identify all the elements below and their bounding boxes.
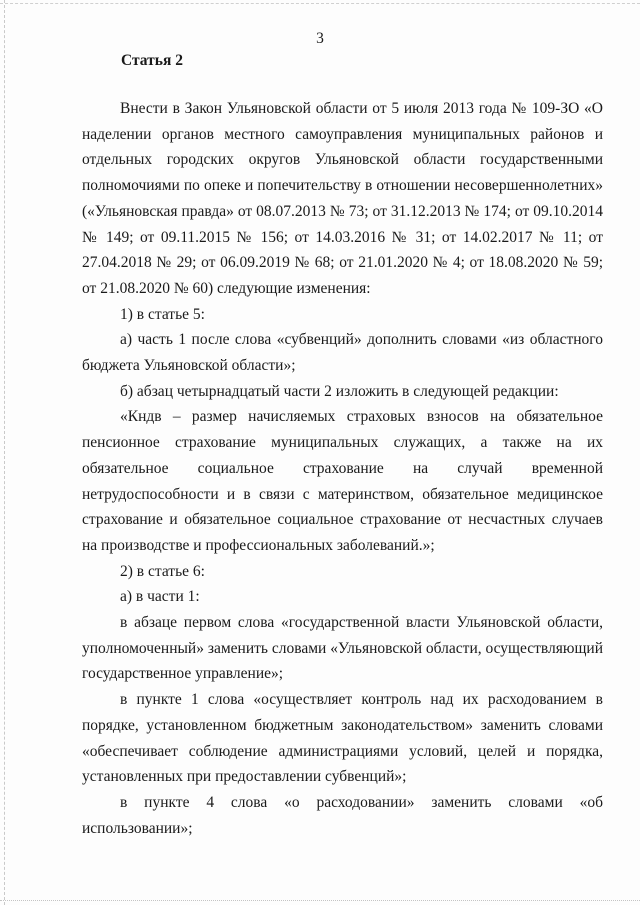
paragraph-first-abzac: в абзаце первом слова «государственной власти Ульяновской области, уполномоченный» заменить словами «Ульяновской области, осуществляющий государственное управление»; [82, 614, 603, 683]
paragraph-intro: Внести в Закон Ульяновской области от 5 июля 2013 года № 109-ЗО «О наделении органов местного самоуправления муниципальных районов и отдельных городских округов Ульяновской области государственными полномочиями по опеке и попечительству в отношении несовершеннолетних» («Ульяновская правда» от 08.07.2013 № 73; от 31.12.2013 № 174; от 09.10.2014 № 149; от 09.11.2015 № 156; от 14.03.2016 № 31; от 14.02.2017 № 11; от 27.04.2018 № 29; от 06.09.2019 № 68; от 21.01.2020 № 4; от 18.08.2020 № 59; от 21.08.2020 № 60) следующие изменения: [82, 100, 603, 297]
scan-edge-left [4, 0, 5, 905]
paragraph-item-1a: а) часть 1 после слова «субвенций» дополнить словами «из областного бюджета Ульяновской области»; [82, 331, 603, 375]
paragraph-item-1: 1) в статье 5: [120, 305, 205, 323]
paragraph-item-2a: а) в части 1: [120, 588, 200, 606]
scan-edge-bottom [0, 900, 640, 901]
paragraph-punkt-4: в пункте 4 слова «о расходовании» заменить словами «об использовании»; [82, 793, 603, 837]
paragraph-quote-kndv: «Кндв – размер начисляемых страховых взносов на обязательное пенсионное страхование муниципальных служащих, а также на их обязательное социальное страхование на случай временной нетрудоспособности и в связи с материнством, обязательное медицинское страхование и обязательное социальное страхование от несчастных случаев на производстве и профессиональных заболеваний.»; [82, 408, 603, 554]
paragraph-item-1b: б) абзац четырнадцатый части 2 изложить в следующей редакции: [120, 382, 559, 400]
article-title: Статья 2 [121, 52, 183, 69]
page-number: 3 [316, 30, 324, 47]
scan-edge-top [0, 3, 640, 4]
document-body [82, 96, 603, 841]
paragraph-item-2: 2) в статье 6: [120, 562, 205, 580]
paragraph-punkt-1: в пункте 1 слова «осуществляет контроль над их расходованием в порядке, установленном бюджетным законодательством» заменить словами «обеспечивает соблюдение администрациями условий, целей и порядка, установленных при предоставлении субвенций»; [82, 691, 603, 786]
